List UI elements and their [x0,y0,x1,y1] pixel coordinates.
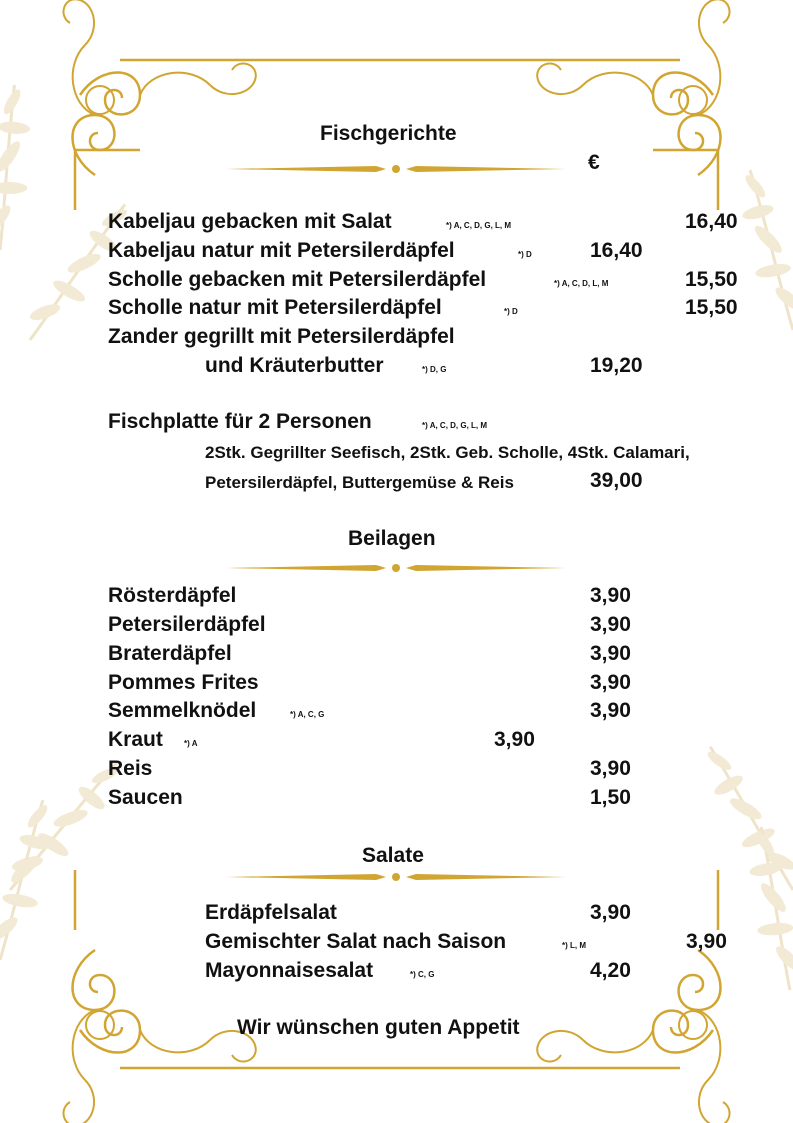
menu-item-name: Petersilerdäpfel [108,613,266,636]
menu-item-price: 15,50 [685,268,738,291]
section-title-salate: Salate [362,844,424,867]
allergen-codes: *) D, G [422,365,447,374]
divider-beilagen [226,564,566,572]
allergen-codes: *) A, C, D, L, M [554,279,609,288]
menu-item-price: 15,50 [685,296,738,319]
allergen-codes: *) A, C, D, G, L, M [422,421,488,430]
menu-item-price: 3,90 [686,930,727,953]
section-title-beilagen: Beilagen [348,527,436,550]
menu-item-name: Braterdäpfel [108,642,232,665]
menu-item-name: Erdäpfelsalat [205,901,337,924]
allergen-codes: *) D [518,250,532,259]
menu-item-name: Reis [108,757,153,780]
allergen-codes: *) D [504,307,518,316]
menu-item-price: 39,00 [590,469,643,492]
menu-item-price: 19,20 [590,354,643,377]
section-title-fischgerichte: Fischgerichte [320,122,457,145]
allergen-codes: *) A, C, D, G, L, M [446,221,512,230]
corner-ornament-bottom-right [537,950,729,1123]
menu-item-price: 16,40 [685,210,738,233]
fischplatte-description: 2Stk. Gegrillter Seefisch, 2Stk. Geb. Scholle, 4Stk. Calamari, [205,443,690,462]
fischplatte-description: Petersilerdäpfel, Buttergemüse & Reis [205,473,514,492]
menu-item-name: Scholle gebacken mit Petersilerdäpfel [108,268,487,291]
allergen-codes: *) C, G [410,970,435,979]
menu-item-name: Kabeljau natur mit Petersilerdäpfel [108,239,455,262]
menu-item-name: Zander gegrillt mit Petersilerdäpfel [108,325,455,348]
menu-item-price: 3,90 [590,613,631,636]
menu-item-name: Kraut [108,728,163,751]
divider-salate [226,873,566,881]
menu-item-price: 3,90 [590,642,631,665]
menu-item-name: Scholle natur mit Petersilerdäpfel [108,296,442,319]
allergen-codes: *) A [184,739,198,748]
allergen-codes: *) L, M [562,941,586,950]
menu-item-price: 3,90 [590,699,631,722]
currency-symbol: € [588,151,600,174]
menu-item-name: Rösterdäpfel [108,584,237,607]
divider-fischgerichte [226,165,566,173]
menu-item-name: Mayonnaisesalat [205,959,374,982]
footer-greeting: Wir wünschen guten Appetit [237,1016,520,1039]
allergen-codes: *) A, C, G [290,710,325,719]
leaf-decoration-right-bottom [704,740,793,992]
menu-item-price: 3,90 [590,757,631,780]
menu-item-name: Pommes Frites [108,671,259,694]
leaf-decoration-left-bottom [0,743,122,961]
menu-item-price: 4,20 [590,959,631,982]
menu-item-name: Semmelknödel [108,699,257,722]
menu-item-name-continued: und Kräuterbutter [205,354,384,377]
fischplatte-name: Fischplatte für 2 Personen [108,410,372,433]
menu-item-price: 3,90 [590,901,631,924]
menu-item-price: 1,50 [590,786,631,809]
menu-item-price: 3,90 [494,728,535,751]
menu-item-price: 16,40 [590,239,643,262]
menu-item-price: 3,90 [590,584,631,607]
menu-item-name: Kabeljau gebacken mit Salat [108,210,392,233]
menu-item-price: 3,90 [590,671,631,694]
menu-item-name: Gemischter Salat nach Saison [205,930,507,953]
menu-item-name: Saucen [108,786,183,809]
